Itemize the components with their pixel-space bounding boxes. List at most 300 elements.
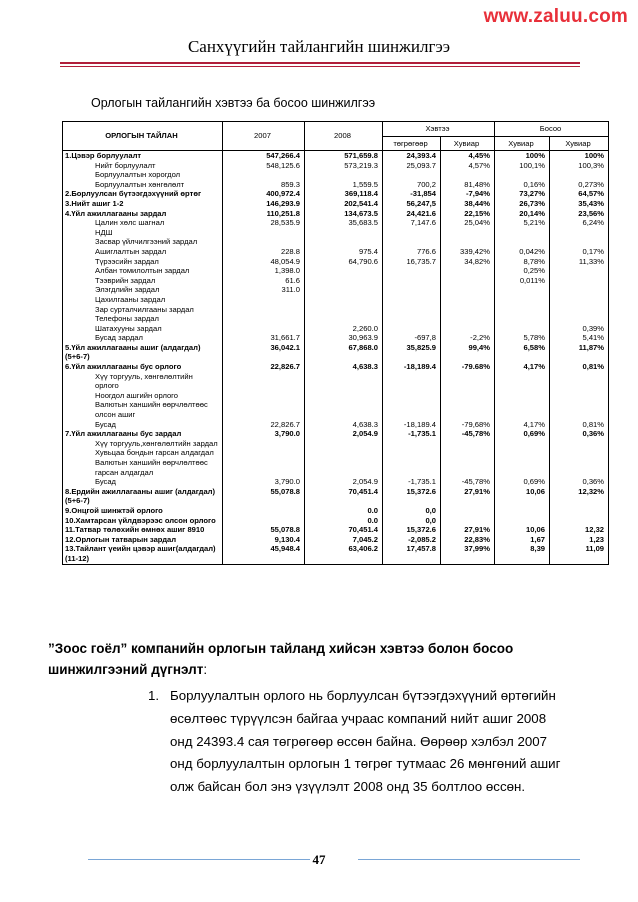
vertical-2008: 11,87% — [550, 343, 609, 362]
vertical-2007 — [495, 237, 550, 247]
horizontal-percent — [441, 506, 495, 516]
value-2008: 35,683.5 — [305, 218, 383, 228]
row-label: Ноогдол ашгийн орлого — [63, 391, 223, 401]
horizontal-percent — [441, 170, 495, 180]
value-2008: 2,260.0 — [305, 324, 383, 334]
value-2007 — [223, 314, 305, 324]
horizontal-amount — [383, 228, 441, 238]
horizontal-percent: 27,91% — [441, 525, 495, 535]
value-2008: 134,673.5 — [305, 209, 383, 219]
table-row — [63, 391, 609, 401]
horizontal-amount: -18,189.4 — [383, 362, 441, 372]
horizontal-percent — [441, 305, 495, 315]
horizontal-percent: 38,44% — [441, 199, 495, 209]
table-row — [63, 247, 609, 257]
vertical-2007 — [495, 400, 550, 419]
value-2008: 573,219.3 — [305, 161, 383, 171]
vertical-2008: 12,32 — [550, 525, 609, 535]
value-2007 — [223, 305, 305, 315]
income-statement-table — [62, 121, 609, 565]
horizontal-percent — [441, 516, 495, 526]
vertical-2008 — [550, 458, 609, 477]
evaluation-item-text: Борлуулалтын орлого нь борлуулсан бүтээгдэхүүний өртөгийн өсөлтөөс түрүүлсэн байгаа учраас компаний нийт ашиг 2008 онд 24393.4 сая төгрөгөөр өссөн байна. Өөрөөр хэлбэл 2007 онд борлуулалтын орлогын 1 төгрөг тутмаас 26 мөнгөний ашиг олж байсан бол энэ үзүүлэлт 2008 онд 35 болтлоо өссөн. — [170, 688, 561, 795]
row-label: 8.Ердийн ажиллагааны ашиг (алдагдал) (5+6-7) — [63, 487, 223, 506]
horizontal-percent: 25,04% — [441, 218, 495, 228]
subheader-amount: төгрөгөөр — [383, 137, 441, 151]
horizontal-amount: 15,372.6 — [383, 525, 441, 535]
value-2007: 859.3 — [223, 180, 305, 190]
horizontal-amount — [383, 448, 441, 458]
row-label: Нийт борлуулалт — [63, 161, 223, 171]
row-label: 2.Борлуулсан бүтээгдэхүүний өртөг — [63, 189, 223, 199]
vertical-2008 — [550, 516, 609, 526]
horizontal-percent — [441, 295, 495, 305]
value-2008: 63,406.2 — [305, 544, 383, 564]
value-2008: 7,045.2 — [305, 535, 383, 545]
row-label: Бусад зардал — [63, 333, 223, 343]
horizontal-percent: -2,2% — [441, 333, 495, 343]
value-2008 — [305, 285, 383, 295]
horizontal-amount — [383, 170, 441, 180]
value-2007 — [223, 506, 305, 516]
value-2007: 36,042.1 — [223, 343, 305, 362]
horizontal-amount: 17,457.8 — [383, 544, 441, 564]
table-row — [63, 180, 609, 190]
table-row — [63, 285, 609, 295]
value-2007: 61.6 — [223, 276, 305, 286]
horizontal-amount — [383, 439, 441, 449]
vertical-2008: 1,23 — [550, 535, 609, 545]
table-row — [63, 516, 609, 526]
table-row — [63, 305, 609, 315]
horizontal-percent — [441, 372, 495, 391]
row-label: Ашиглалтын зардал — [63, 247, 223, 257]
horizontal-amount: -1,735.1 — [383, 429, 441, 439]
row-label: НДШ — [63, 228, 223, 238]
vertical-2007: 0,011% — [495, 276, 550, 286]
row-label: Хүү торгууль,хөнгөлөлтийн зардал — [63, 439, 223, 449]
row-label: Борлуулалтын хорогдол — [63, 170, 223, 180]
vertical-2007 — [495, 506, 550, 516]
horizontal-percent: 34,82% — [441, 257, 495, 267]
horizontal-amount: -2,085.2 — [383, 535, 441, 545]
value-2007: 45,948.4 — [223, 544, 305, 564]
table-row — [63, 189, 609, 199]
value-2008 — [305, 458, 383, 477]
vertical-2007 — [495, 372, 550, 391]
table-row — [63, 170, 609, 180]
vertical-2007 — [495, 285, 550, 295]
vertical-2007: 6,58% — [495, 343, 550, 362]
value-2008 — [305, 228, 383, 238]
vertical-2007: 1,67 — [495, 535, 550, 545]
value-2007: 400,972.4 — [223, 189, 305, 199]
value-2008: 0.0 — [305, 516, 383, 526]
value-2008: 4,638.3 — [305, 420, 383, 430]
value-2007 — [223, 439, 305, 449]
horizontal-percent: 99,4% — [441, 343, 495, 362]
value-2007 — [223, 295, 305, 305]
row-label: Хүү торгууль, хөнгөлөлтийн орлого — [63, 372, 223, 391]
value-2008: 975.4 — [305, 247, 383, 257]
vertical-2008: 5,41% — [550, 333, 609, 343]
table-row — [63, 487, 609, 506]
vertical-2007 — [495, 324, 550, 334]
value-2007: 22,826.7 — [223, 362, 305, 372]
vertical-2008 — [550, 276, 609, 286]
vertical-2007 — [495, 228, 550, 238]
value-2008: 571,659.8 — [305, 151, 383, 161]
value-2008 — [305, 391, 383, 401]
value-2007: 9,130.4 — [223, 535, 305, 545]
vertical-2008 — [550, 391, 609, 401]
horizontal-percent: 339,42% — [441, 247, 495, 257]
horizontal-amount: -18,189.4 — [383, 420, 441, 430]
row-label: 7.Үйл ажиллагааны бус зардал — [63, 429, 223, 439]
evaluation-title-text: ”Зоос гоёл” компанийн орлогын тайланд хийсэн хэвтээ болон босоо шинжилгээний дүгнэлт — [48, 641, 514, 677]
value-2008: 64,790.6 — [305, 257, 383, 267]
row-label: Валютын ханшийн өөрчлөлтөөс олсон ашиг — [63, 400, 223, 419]
value-2008 — [305, 276, 383, 286]
vertical-2008: 0,81% — [550, 362, 609, 372]
table-row — [63, 429, 609, 439]
vertical-2007: 0,25% — [495, 266, 550, 276]
horizontal-percent: -79,68% — [441, 420, 495, 430]
horizontal-amount — [383, 391, 441, 401]
value-2007: 311.0 — [223, 285, 305, 295]
value-2007: 146,293.9 — [223, 199, 305, 209]
vertical-2007: 20,14% — [495, 209, 550, 219]
horizontal-percent — [441, 266, 495, 276]
vertical-2007 — [495, 305, 550, 315]
header-income-statement: ОРЛОГЫН ТАЙЛАН — [63, 122, 223, 151]
vertical-2008: 100% — [550, 151, 609, 161]
vertical-2008 — [550, 314, 609, 324]
horizontal-amount — [383, 237, 441, 247]
horizontal-amount — [383, 372, 441, 391]
horizontal-amount — [383, 324, 441, 334]
vertical-2008 — [550, 295, 609, 305]
horizontal-amount: 24,421.6 — [383, 209, 441, 219]
value-2007: 28,535.9 — [223, 218, 305, 228]
vertical-2008: 0,39% — [550, 324, 609, 334]
row-label: 3.Нийт ашиг 1-2 — [63, 199, 223, 209]
row-label: Зар сурталчилгааны зардал — [63, 305, 223, 315]
horizontal-percent: -45,78% — [441, 477, 495, 487]
vertical-2007: 26,73% — [495, 199, 550, 209]
row-label: Цахилгааны зардал — [63, 295, 223, 305]
value-2007: 548,125.6 — [223, 161, 305, 171]
vertical-2008 — [550, 285, 609, 295]
row-label: 4.Үйл ажиллагааны зардал — [63, 209, 223, 219]
value-2008 — [305, 372, 383, 391]
value-2008: 1,559.5 — [305, 180, 383, 190]
horizontal-amount — [383, 400, 441, 419]
horizontal-percent: -7,94% — [441, 189, 495, 199]
horizontal-amount: -697,8 — [383, 333, 441, 343]
value-2008: 369,118.4 — [305, 189, 383, 199]
horizontal-percent: 4,57% — [441, 161, 495, 171]
horizontal-percent: 27,91% — [441, 487, 495, 506]
row-label: Албан томилолтын зардал — [63, 266, 223, 276]
vertical-2008: 100,3% — [550, 161, 609, 171]
value-2007: 3,790.0 — [223, 477, 305, 487]
value-2008 — [305, 266, 383, 276]
vertical-2008 — [550, 400, 609, 419]
value-2007 — [223, 237, 305, 247]
horizontal-percent: 81,48% — [441, 180, 495, 190]
vertical-2007: 8,78% — [495, 257, 550, 267]
horizontal-percent — [441, 237, 495, 247]
table-row — [63, 209, 609, 219]
value-2007: 48,054.9 — [223, 257, 305, 267]
vertical-2007: 10,06 — [495, 487, 550, 506]
horizontal-amount — [383, 305, 441, 315]
horizontal-amount — [383, 285, 441, 295]
vertical-2008: 6,24% — [550, 218, 609, 228]
table-row — [63, 314, 609, 324]
row-label: Шатахууны зардал — [63, 324, 223, 334]
table-row — [63, 324, 609, 334]
value-2008 — [305, 295, 383, 305]
value-2007 — [223, 228, 305, 238]
row-label: 6.Үйл ажиллагааны бус орлого — [63, 362, 223, 372]
table-row — [63, 218, 609, 228]
subheader-vertical-2008: Хувиар — [550, 137, 609, 151]
vertical-2008 — [550, 439, 609, 449]
header-vertical: Босоо — [495, 122, 609, 137]
value-2007 — [223, 324, 305, 334]
vertical-2007 — [495, 439, 550, 449]
horizontal-percent — [441, 285, 495, 295]
value-2007: 110,251.8 — [223, 209, 305, 219]
row-label: Элэгдлийн зардал — [63, 285, 223, 295]
horizontal-amount — [383, 314, 441, 324]
vertical-2007 — [495, 458, 550, 477]
value-2007: 31,661.7 — [223, 333, 305, 343]
horizontal-percent: -45,78% — [441, 429, 495, 439]
horizontal-percent: 22,83% — [441, 535, 495, 545]
evaluation-item-number: 1. — [148, 688, 160, 703]
header-horizontal: Хэвтээ — [383, 122, 495, 137]
header-rule-thick — [60, 62, 580, 64]
vertical-2007: 100,1% — [495, 161, 550, 171]
vertical-2008: 11,09 — [550, 544, 609, 564]
horizontal-amount: 16,735.7 — [383, 257, 441, 267]
vertical-2008: 0,17% — [550, 247, 609, 257]
value-2007: 55,078.8 — [223, 487, 305, 506]
vertical-2008: 0,81% — [550, 420, 609, 430]
value-2008: 67,868.0 — [305, 343, 383, 362]
row-label: 9.Онцгой шинжтэй орлого — [63, 506, 223, 516]
row-label: 10.Хамтарсан үйлдвэрээс олсон орлого — [63, 516, 223, 526]
table-row — [63, 544, 609, 564]
row-label: Бусад — [63, 420, 223, 430]
vertical-2007: 0,69% — [495, 477, 550, 487]
evaluation-title — [48, 638, 568, 680]
horizontal-percent: 37,99% — [441, 544, 495, 564]
value-2007: 3,790.0 — [223, 429, 305, 439]
horizontal-percent: 22,15% — [441, 209, 495, 219]
value-2007 — [223, 458, 305, 477]
vertical-2007: 5,21% — [495, 218, 550, 228]
value-2007: 228.8 — [223, 247, 305, 257]
watermark: www.zaluu.com — [483, 6, 628, 27]
table-row — [63, 161, 609, 171]
vertical-2008: 0,273% — [550, 180, 609, 190]
value-2007: 22,826.7 — [223, 420, 305, 430]
value-2008: 70,451.4 — [305, 525, 383, 535]
value-2008: 4,638.3 — [305, 362, 383, 372]
table-row — [63, 257, 609, 267]
horizontal-percent — [441, 276, 495, 286]
value-2007 — [223, 170, 305, 180]
value-2008 — [305, 237, 383, 247]
vertical-2007: 5,78% — [495, 333, 550, 343]
vertical-2007: 4,17% — [495, 362, 550, 372]
table-row — [63, 506, 609, 516]
vertical-2008 — [550, 266, 609, 276]
table-row — [63, 199, 609, 209]
horizontal-percent — [441, 439, 495, 449]
value-2008 — [305, 305, 383, 315]
value-2007: 547,266.4 — [223, 151, 305, 161]
table-row — [63, 276, 609, 286]
row-label: 13.Тайлант үеийн цэвэр ашиг(алдагдал) (11-12) — [63, 544, 223, 564]
vertical-2008 — [550, 305, 609, 315]
evaluation-title-colon: : — [203, 662, 208, 677]
row-label: 1.Цэвэр борлуулалт — [63, 151, 223, 161]
horizontal-percent — [441, 448, 495, 458]
vertical-2007 — [495, 448, 550, 458]
horizontal-percent — [441, 324, 495, 334]
subheader-vertical-2007: Хувиар — [495, 137, 550, 151]
value-2008: 0.0 — [305, 506, 383, 516]
vertical-2007: 4,17% — [495, 420, 550, 430]
table-row — [63, 448, 609, 458]
vertical-2007 — [495, 295, 550, 305]
horizontal-amount: 24,393.4 — [383, 151, 441, 161]
table-row — [63, 420, 609, 430]
value-2008 — [305, 448, 383, 458]
value-2008: 202,541.4 — [305, 199, 383, 209]
page-header-title: Санхүүгийн тайлангийн шинжилгээ — [187, 37, 451, 56]
horizontal-amount: 776.6 — [383, 247, 441, 257]
table-row — [63, 372, 609, 391]
vertical-2007 — [495, 391, 550, 401]
value-2008: 70,451.4 — [305, 487, 383, 506]
table-row — [63, 266, 609, 276]
header-rule-thin — [60, 66, 580, 67]
horizontal-amount: 35,825.9 — [383, 343, 441, 362]
horizontal-amount: -1,735.1 — [383, 477, 441, 487]
table-row — [63, 439, 609, 449]
vertical-2007: 8,39 — [495, 544, 550, 564]
horizontal-amount: 7,147.6 — [383, 218, 441, 228]
table-row — [63, 535, 609, 545]
horizontal-amount: 700,2 — [383, 180, 441, 190]
value-2008: 30,963.9 — [305, 333, 383, 343]
row-label: 11.Татвар төлөхийн өмнөх ашиг 8910 — [63, 525, 223, 535]
horizontal-amount: -31,854 — [383, 189, 441, 199]
vertical-2008 — [550, 228, 609, 238]
horizontal-percent — [441, 228, 495, 238]
row-label: 5.Үйл ажиллагааны ашиг (алдагдал) (5+6-7) — [63, 343, 223, 362]
table-row — [63, 228, 609, 238]
horizontal-percent: 4,45% — [441, 151, 495, 161]
table-row — [63, 151, 609, 161]
horizontal-amount: 25,093.7 — [383, 161, 441, 171]
subheader-percent: Хувиар — [441, 137, 495, 151]
vertical-2008: 0,36% — [550, 477, 609, 487]
horizontal-percent — [441, 400, 495, 419]
value-2008 — [305, 170, 383, 180]
horizontal-amount — [383, 266, 441, 276]
vertical-2007 — [495, 516, 550, 526]
vertical-2008: 12,32% — [550, 487, 609, 506]
vertical-2008 — [550, 448, 609, 458]
value-2007 — [223, 448, 305, 458]
table-row — [63, 237, 609, 247]
value-2008 — [305, 439, 383, 449]
value-2007 — [223, 400, 305, 419]
page-number: 47 — [312, 852, 326, 867]
horizontal-percent — [441, 391, 495, 401]
vertical-2008 — [550, 372, 609, 391]
horizontal-amount — [383, 276, 441, 286]
row-label: Хувьцаа бондын гарсан алдагдал — [63, 448, 223, 458]
horizontal-amount — [383, 295, 441, 305]
evaluation-list — [148, 685, 568, 799]
vertical-2008: 0,36% — [550, 429, 609, 439]
table-row — [63, 477, 609, 487]
section-heading: Орлогын тайлангийн хэвтээ ба босоо шинжилгээ — [91, 96, 376, 110]
horizontal-percent — [441, 314, 495, 324]
horizontal-amount — [383, 458, 441, 477]
value-2008 — [305, 314, 383, 324]
table-row — [63, 525, 609, 535]
value-2008 — [305, 400, 383, 419]
vertical-2007 — [495, 314, 550, 324]
header-2008: 2008 — [305, 122, 383, 151]
row-label: Засвар үйлчилгээний зардал — [63, 237, 223, 247]
vertical-2008: 64,57% — [550, 189, 609, 199]
header-2007: 2007 — [223, 122, 305, 151]
vertical-2007: 0,16% — [495, 180, 550, 190]
row-label: Цалин хөлс шагнал — [63, 218, 223, 228]
value-2007: 1,398.0 — [223, 266, 305, 276]
row-label: Телефоны зардал — [63, 314, 223, 324]
horizontal-amount: 15,372.6 — [383, 487, 441, 506]
table-row — [63, 295, 609, 305]
horizontal-amount: 0,0 — [383, 506, 441, 516]
value-2008: 2,054.9 — [305, 477, 383, 487]
horizontal-amount: 0,0 — [383, 516, 441, 526]
table-row — [63, 400, 609, 419]
vertical-2007 — [495, 170, 550, 180]
value-2007: 55,078.8 — [223, 525, 305, 535]
row-label: 12.Орлогын татварын зардал — [63, 535, 223, 545]
row-label: Тээврийн зардал — [63, 276, 223, 286]
horizontal-amount: 56,247,5 — [383, 199, 441, 209]
vertical-2008 — [550, 237, 609, 247]
vertical-2007: 10,06 — [495, 525, 550, 535]
vertical-2007: 100% — [495, 151, 550, 161]
vertical-2007: 73,27% — [495, 189, 550, 199]
vertical-2008: 23,56% — [550, 209, 609, 219]
horizontal-percent — [441, 458, 495, 477]
row-label: Валютын ханшийн өөрчлөлтөөс гарсан алдагдал — [63, 458, 223, 477]
